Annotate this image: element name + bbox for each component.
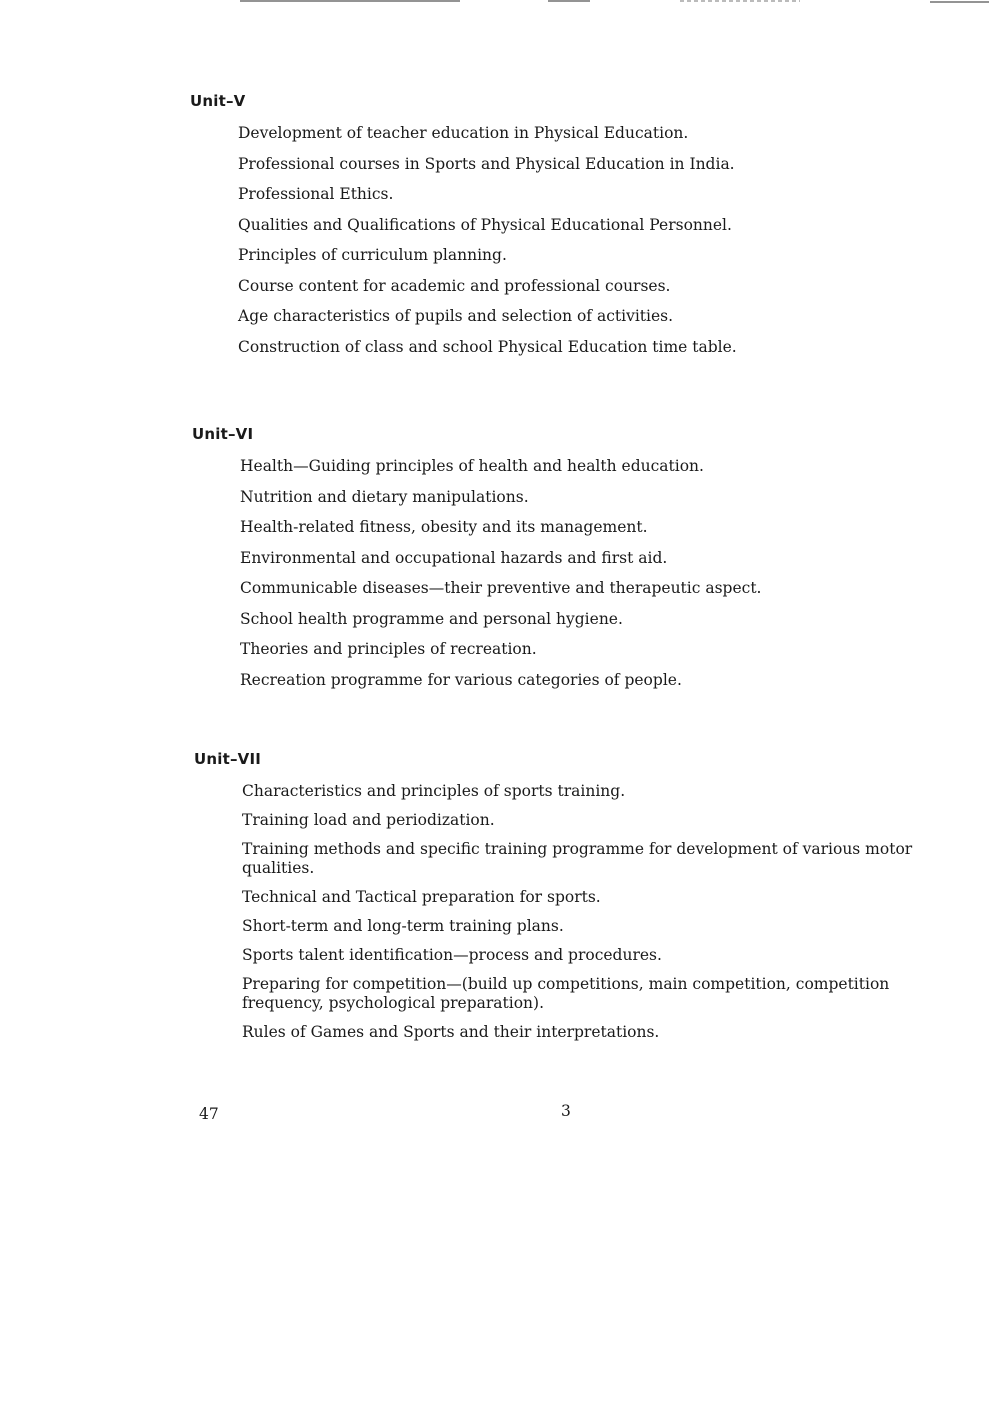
list-item: Technical and Tactical preparation for sports. <box>242 888 601 906</box>
list-item: Theories and principles of recreation. <box>240 640 537 658</box>
scan-edge-marks <box>0 0 989 12</box>
unit-vii-title: Unit–VII <box>194 750 262 768</box>
unit-vii-section <box>194 750 954 1052</box>
list-item: Principles of curriculum planning. <box>238 246 507 264</box>
list-item: Age characteristics of pupils and selection of activities. <box>238 307 674 325</box>
list-item: Sports talent identification—process and procedures. <box>242 946 662 964</box>
list-item: Recreation programme for various categories of people. <box>240 670 682 689</box>
list-item: Environmental and occupational hazards and first aid. <box>240 548 668 567</box>
list-item: Communicable diseases—their preventive and therapeutic aspect. <box>240 579 762 597</box>
list-item: Health—Guiding principles of health and health education. <box>240 457 704 475</box>
list-item: Characteristics and principles of sports training. <box>242 782 626 800</box>
unit-v-topic-list <box>190 124 950 357</box>
list-item: Course content for academic and professional courses. <box>238 276 671 295</box>
list-item: Nutrition and dietary manipulations. <box>240 487 529 506</box>
list-item: Professional Ethics. <box>238 185 394 203</box>
unit-vi-section <box>192 425 952 701</box>
list-item: School health programme and personal hygiene. <box>240 609 623 628</box>
unit-v-section <box>190 92 950 368</box>
list-item: Professional courses in Sports and Physical Education in India. <box>238 154 735 173</box>
unit-vi-title: Unit–VI <box>192 425 254 443</box>
list-item: Rules of Games and Sports and their interpretations. <box>242 1023 660 1041</box>
list-item: Health-related fitness, obesity and its management. <box>240 518 648 536</box>
list-item: Construction of class and school Physical Education time table. <box>238 337 737 356</box>
list-item: Short-term and long-term training plans. <box>242 917 564 935</box>
unit-vii-topic-list <box>194 782 954 1042</box>
list-item: Training load and periodization. <box>242 811 495 829</box>
list-item: Preparing for competition—(build up competitions, main competition, competition frequency, psychological preparation). <box>242 975 890 1012</box>
list-item: Training methods and specific training programme for development of various motor qualities. <box>242 840 913 877</box>
list-item: Qualities and Qualifications of Physical Educational Personnel. <box>238 215 732 234</box>
unit-vi-topic-list <box>192 457 952 690</box>
page-number: 3 <box>561 1102 571 1120</box>
unit-v-title: Unit–V <box>190 92 246 110</box>
footer-left-number: 47 <box>199 1105 219 1123</box>
list-item: Development of teacher education in Physical Education. <box>238 124 689 142</box>
